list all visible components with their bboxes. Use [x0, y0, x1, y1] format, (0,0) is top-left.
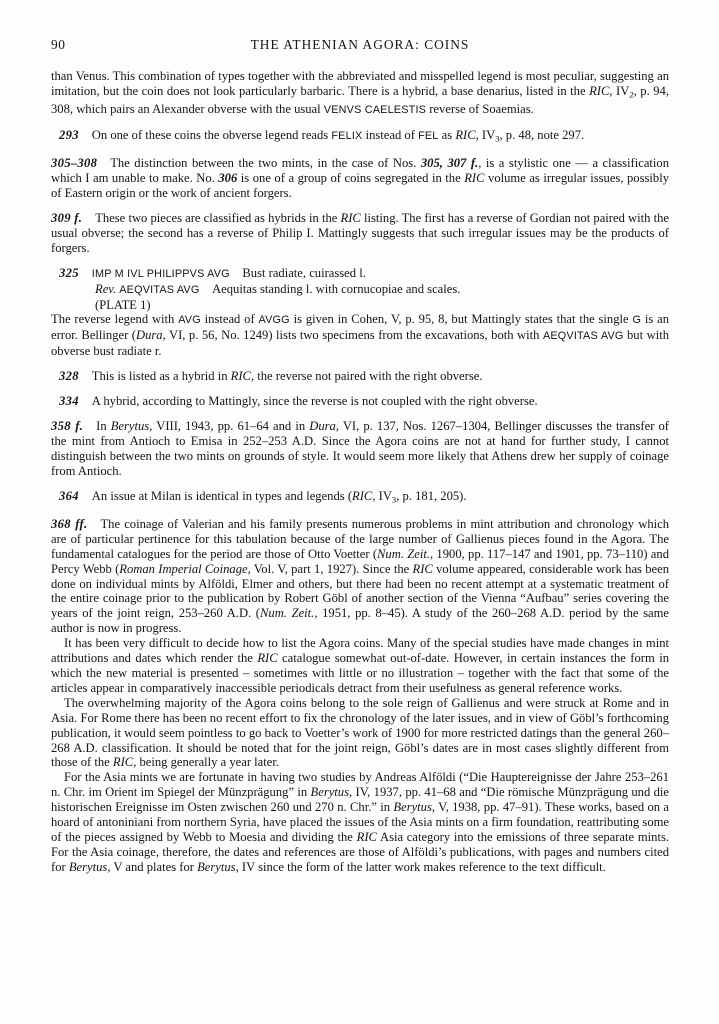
paragraph: than Venus. This combination of types together with the abbreviated and misspelled legend is most peculiar, suggesting an imitation, but the coin does not look particularly barbaric. There is a hybrid, a base denarius, listed in the RIC, IV2, p. 94, 308, which pairs an Alexander obverse with the usual VENVS CAELESTIS reverse of Soaemias.: [51, 68, 670, 117]
italic-text: Dura: [309, 419, 336, 433]
italic-text: RIC: [412, 561, 433, 576]
coin-legend: IMP M IVL PHILIPPVS AVG: [91, 267, 230, 280]
italic-text: Num. Zeit.: [260, 606, 315, 621]
entry-paragraph: 358 f. In Berytus, VIII, 1943, pp. 61–64 and in Dura, VI, p. 137, Nos. 1267–1304, Bellinger discusses the transfer of the mint from Antioch to Emisa in 252–253 A.D. Since the Agora coins are not at hand for further study, I cannot distinguish between the two mints on grounds of style. It would seem more likely that Athens drew her supply of coinage from Antioch.: [51, 419, 669, 478]
italic-text: Roman Imperial Coinage: [119, 561, 248, 576]
italic-text: Berytus: [110, 419, 150, 433]
entry-number: 358 f.: [51, 419, 84, 433]
bold-italic-text: 305, 307 f.: [420, 156, 479, 171]
italic-text: Berytus: [197, 859, 236, 874]
paragraph: It has been very difficult to decide how to list the Agora coins. Many of the special studies have made changes in mint attributions and dates which render the RIC catalogue somewhat out-of-date. However, in certain instances the form in which the new material is presented – sometimes with little or no illustration – together with the fact that some of the articles appear in comparatively inaccessible periodicals detract from their usefulness as general reference works.: [51, 636, 669, 695]
coin-legend: AVGG: [258, 314, 290, 327]
page-number: 90: [51, 37, 66, 52]
entry-paragraph: 334 A hybrid, according to Mattingly, since the reverse is not coupled with the right obverse.: [59, 394, 538, 409]
italic-text: RIC: [455, 128, 476, 143]
italic-text: RIC: [589, 83, 610, 98]
page-header: [51, 38, 669, 53]
catalog-line: 325 IMP M IVL PHILIPPVS AVG Bust radiate, cuirassed l.: [59, 265, 366, 280]
italic-text: RIC: [464, 171, 485, 186]
coin-legend: AVG: [178, 314, 201, 327]
catalog-line: Rev. AEQVITAS AVG Aequitas standing l. with cornucopiae and scales.: [95, 281, 461, 296]
italic-text: Berytus: [310, 785, 350, 800]
entry-number: 293: [59, 128, 79, 143]
subscript: 3: [391, 494, 397, 505]
entry-paragraph: 305–308 The distinction between the two mints, in the case of Nos. 305, 307 f., is a stylistic one — a classification which I am unable to make. No. 306 is one of a group of coins segregated in the RIC volume as irregular issues, possibly of Eastern origin or the work of ancient forgers.: [51, 156, 670, 201]
coin-legend: VENVS CAELESTIS: [323, 104, 427, 117]
catalog-line: (PLATE 1): [95, 297, 151, 312]
entry-number: 334: [59, 394, 79, 409]
entry-paragraph: 368 ff. The coinage of Valerian and his family presents numerous problems in mint attribution and chronology which are of particular pertinence for this tabulation because of the large number of Gallienus pieces found in the Agora. The fundamental catalogues for the period are those of Otto Voetter (Num. Zeit., 1900, pp. 117–147 and 1901, pp. 73–110) and Percy Webb (Roman Imperial Coinage, Vol. V, part 1, 1927). Since the RIC volume appeared, considerable work has been done on individual mints by Alföldi, Elmer and others, but there had been no recent attempt at a systematic treatment of the entire coinage prior to the publication by Robert Göbl of another section of the Vienna “Aufbau” series covering the years of the joint reign, 253–260 A.D. (Num. Zeit., 1951, pp. 8–45). A study of the 260–268 A.D. period by the same author is now in progress.: [51, 516, 670, 636]
subscript: 3: [495, 133, 500, 144]
coin-legend: AEQVITAS AVG: [542, 330, 624, 343]
italic-text: Dura: [135, 328, 163, 343]
italic-text: Berytus: [393, 800, 432, 815]
entry-paragraph: 328 This is listed as a hybrid in RIC, the reverse not paired with the right obverse.: [59, 369, 483, 384]
subscript: 2: [629, 89, 634, 100]
italic-text: Rev.: [95, 281, 117, 296]
italic-text: Berytus: [68, 859, 108, 874]
paragraph: The overwhelming majority of the Agora coins belong to the sole reign of Gallienus and were struck at Rome and in Asia. For Rome there has been no recent effort to fix the chronology of the later issues, and in view of Göbl’s forthcoming publication, it would seem pointless to go back to Voetter’s work of 1900 for more restricted datings than the general 260–268 A.D. classification. It should be noted that for the joint reign, Göbl’s dates are in most cases slightly different from those of the RIC, being generally a year later.: [51, 695, 669, 770]
entry-paragraph: 364 An issue at Milan is identical in types and legends (RIC, IV3, p. 181, 205).: [59, 488, 467, 505]
entry-paragraph: 293 On one of these coins the obverse legend reads FELIX instead of FEL as RIC, IV3, p. 48, note 297.: [59, 128, 585, 144]
italic-text: Num. Zeit.: [377, 546, 430, 561]
entry-number: 309 f.: [51, 211, 83, 226]
entry-number: 364: [59, 488, 79, 503]
entry-number: 328: [59, 369, 79, 384]
paragraph: For the Asia mints we are fortunate in having two studies by Andreas Alföldi (“Die Hauptereignisse der Jahre 253–261 n. Chr. im Orient im Spiegel der Münzprägung” in Berytus, IV, 1937, pp. 41–68 and “Die römische Münzprägung und die historischen Ereignisse im Osten zwischen 260 und 270 n. Chr.” in Berytus, V, 1938, pp. 47–91). These works, based on a hoard of antoniniani from northern Syria, have placed the issues of the Asia mints on a firm foundation, reattributing some of the pieces assigned by Webb to Moesia and dividing the RIC Asia category into the emissions of three separate mints. For the Asia coinage, therefore, the dates and references are those of Alföldi’s publications, with pages and numbers cited for Berytus, V and plates for Berytus, IV since the form of the latter work makes reference to the text difficult.: [51, 770, 670, 874]
italic-text: RIC: [257, 651, 278, 666]
coin-legend: G: [632, 314, 642, 327]
italic-text: RIC: [112, 755, 134, 770]
catalog-entry: [51, 266, 669, 313]
entry-number: 368 ff.: [51, 516, 88, 531]
bold-italic-text: 306: [218, 171, 238, 186]
coin-legend: AEQVITAS AVG: [119, 283, 200, 296]
entry-number: 325: [59, 265, 79, 280]
paragraph: The reverse legend with AVG instead of AVGG is given in Cohen, V, p. 95, 8, but Mattingly states that the single G is an error. Bellinger (Dura, VI, p. 56, No. 1249) lists two specimens from the excavations, both with AEQVITAS AVG but with obverse bust radiate r.: [51, 312, 669, 359]
italic-text: RIC: [356, 829, 377, 844]
italic-text: RIC: [352, 488, 373, 503]
italic-text: RIC: [230, 369, 251, 384]
page-body: [51, 69, 669, 875]
italic-text: RIC: [340, 211, 361, 226]
coin-legend: FELIX: [331, 130, 363, 143]
entry-paragraph: 309 f. These two pieces are classified as hybrids in the RIC listing. The first has a reverse of Gordian not paired with the usual obverse; the second has a reverse of Philip I. Mattingly suggests that such irregular issues may be the products of forgers.: [51, 211, 669, 255]
coin-legend: FEL: [418, 130, 439, 143]
running-title: THE ATHENIAN AGORA: COINS: [250, 37, 470, 52]
entry-number: 305–308: [51, 156, 98, 171]
